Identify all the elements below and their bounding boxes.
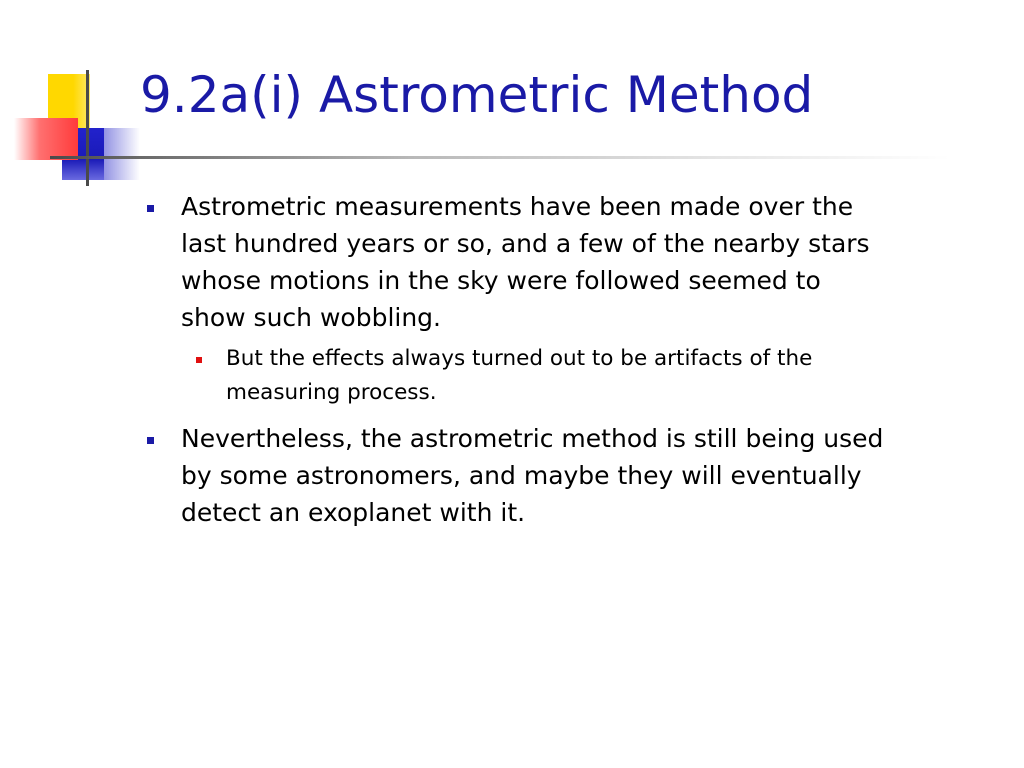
bullet-text: Astrometric measurements have been made over the last hundred years or so, and a few of the nearby stars whose motions in the sky were followed seemed to show such wobbling. — [181, 192, 870, 332]
bullet-text: Nevertheless, the astrometric method is still being used by some astronomers, and maybe they will eventually detect an exoplanet with it. — [181, 424, 884, 527]
square-bullet-icon — [196, 357, 202, 363]
vertical-rule — [86, 70, 89, 186]
square-bullet-icon — [147, 437, 154, 444]
bullet-item-level1 — [145, 420, 885, 531]
slide-body — [145, 188, 885, 537]
bullet-item-level1 — [145, 188, 885, 336]
blue-fade-decoration — [104, 128, 140, 180]
title-underline-rule — [50, 156, 950, 159]
square-bullet-icon — [147, 205, 154, 212]
corner-logo-decoration — [0, 0, 140, 190]
bullet-text: But the effects always turned out to be artifacts of the measuring process. — [226, 346, 813, 405]
red-square-decoration — [14, 118, 78, 160]
slide-title: 9.2a(i) Astrometric Method — [140, 66, 814, 124]
bullet-item-level2 — [145, 342, 885, 410]
